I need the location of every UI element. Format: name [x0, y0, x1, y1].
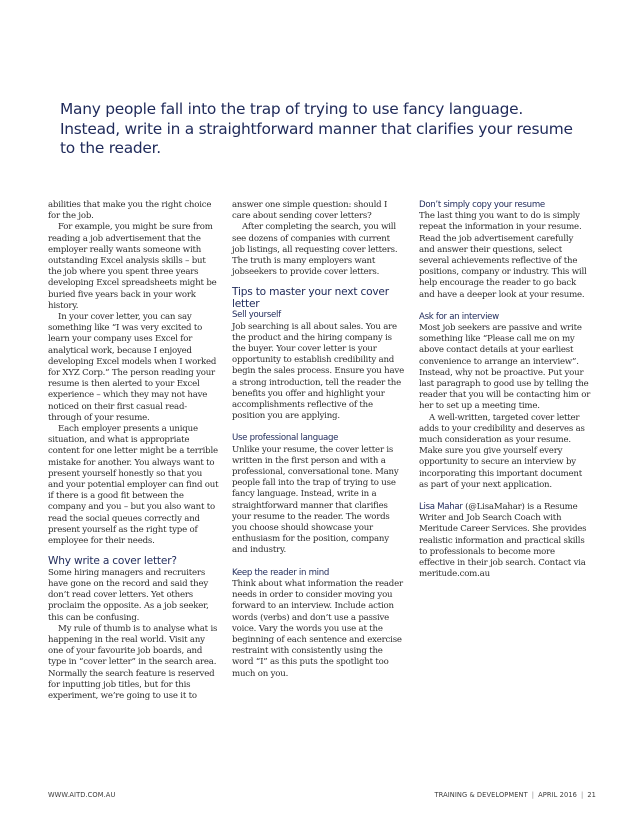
body-paragraph: Some hiring managers and recruiters have gone on the record and said they don’t read cover letters. Yet others proclaim the opposite. As a job seeker, this can be confusing.	[48, 567, 209, 623]
lead-in-sell-yourself: Sell yourself	[232, 310, 281, 321]
lead-in-dont-copy-resume: Don’t simply copy your resume	[419, 200, 545, 210]
page-number: 21	[587, 790, 596, 799]
author-name: Lisa Mahar	[419, 502, 463, 513]
article-column-3	[419, 200, 591, 581]
body-paragraph: My rule of thumb is to analyse what is happening in the real world. Visit any one of your favourite job boards, and type in “cover letter” in the search area. Normally the search feature is reserved for inputting job titles, but for this experiment, we’re going to use it to	[48, 623, 218, 702]
body-paragraph: The last thing you want to do is simply repeat the information in your resume. Read the job advertisement carefully and answer their questions, select several achievements reflective of the positions, company or industry. This will help encourage the reader to go back and have a deeper look at your resume.	[419, 211, 587, 300]
author-bio	[419, 502, 591, 580]
body-paragraph: abilities that make you the right choice for the job.	[48, 200, 212, 222]
pull-quote: Many people fall into the trap of trying to use fancy language. Instead, write in a straightforward manner that clarifies your resume to the reader.	[60, 100, 573, 157]
body-paragraph: Job searching is all about sales. You are the product and the hiring company is the buyer. Your cover letter is your opportunity to establish credibility and begin the sales process. Ensure you have a strong introduction, tell the reader the benefits you offer and highlight your accomplishments reflective of the position you are applying.	[232, 321, 404, 422]
body-paragraph: A well-written, targeted cover letter adds to your credibility and deserves as much consideration as your resume. Make sure you give yourself every opportunity to secure an interview by incorporating this important document as part of your next application.	[419, 412, 585, 490]
author-bio-text: (@LisaMahar) is a Resume Writer and Job Search Coach with Meritude Career Services. She provides realistic information and practical skills to professionals to become more effective in their job search. Contact via meritude.com.au	[419, 502, 587, 580]
lead-in-ask-for-interview: Ask for an interview	[419, 311, 499, 322]
body-paragraph: Unlike your resume, the cover letter is written in the first person and with a professional, conversational tone. Many people fall into the trap of trying to use fancy language. Instead, write in a straightforward manner that clarifies your resume to the reader. The words you choose should showcase your enthusiasm for the position, company and industry.	[232, 444, 399, 556]
article-column-1	[48, 200, 220, 702]
body-paragraph: In your cover letter, you can say something like “I was very excited to learn your company uses Excel for analytical work, because I enjoyed developing Excel models when I worked for XYZ Corp.” The person reading your resume is then alerted to your Excel experience – which they may not have noticed on their first casual read-through of your resume.	[48, 312, 217, 423]
article-column-2	[232, 200, 404, 680]
body-paragraph: answer one simple question: should I care about sending cover letters?	[232, 200, 388, 222]
section-heading-why-write: Why write a cover letter?	[48, 555, 177, 568]
body-paragraph: Most job seekers are passive and write something like “Please call me on my above contact details at your earliest convenience to arrange an interview”. Instead, why not be proactive. Put your last paragraph to good use by telling the reader that you will be contacting him or her to set up a meeting time.	[419, 323, 591, 412]
footer-separator: |	[531, 790, 535, 799]
body-paragraph: Each employer presents a unique situation, and what is appropriate content for one letter might be a terrible mistake for another. You always want to present yourself honestly so that you and your potential employer can find out if there is a good fit between the company and you – but you also want to read the social queues correctly and present yourself as the right type of employee for their needs.	[48, 424, 219, 547]
lead-in-keep-reader-in-mind: Keep the reader in mind	[232, 567, 330, 578]
footer-separator: |	[580, 790, 584, 799]
footer-publication: TRAINING & DEVELOPMENT	[434, 790, 528, 799]
footer-issue-date: APRIL 2016	[538, 790, 577, 799]
footer-issue-info	[434, 790, 596, 799]
section-heading-tips: Tips to master your next cover letter	[232, 286, 389, 310]
lead-in-professional-language: Use professional language	[232, 433, 339, 444]
body-paragraph: After completing the search, you will see dozens of companies with current job listings, all requesting cover letters. The truth is many employers want jobseekers to provide cover letters.	[232, 222, 398, 278]
body-paragraph: Think about what information the reader needs in order to consider moving you forward to an interview. Include action words (verbs) and don’t use a passive voice. Vary the words you use at the beginning of each sentence and exercise restraint with consistently using the word “I” as this puts the spotlight too much on you.	[232, 578, 403, 679]
body-paragraph: For example, you might be sure from reading a job advertisement that the employer really wants someone with outstanding Excel analysis skills – but the job where you spent three years developing Excel spreadsheets might be buried five years back in your work history.	[48, 222, 217, 311]
footer-website-link[interactable]: WWW.AITD.COM.AU	[48, 790, 116, 799]
